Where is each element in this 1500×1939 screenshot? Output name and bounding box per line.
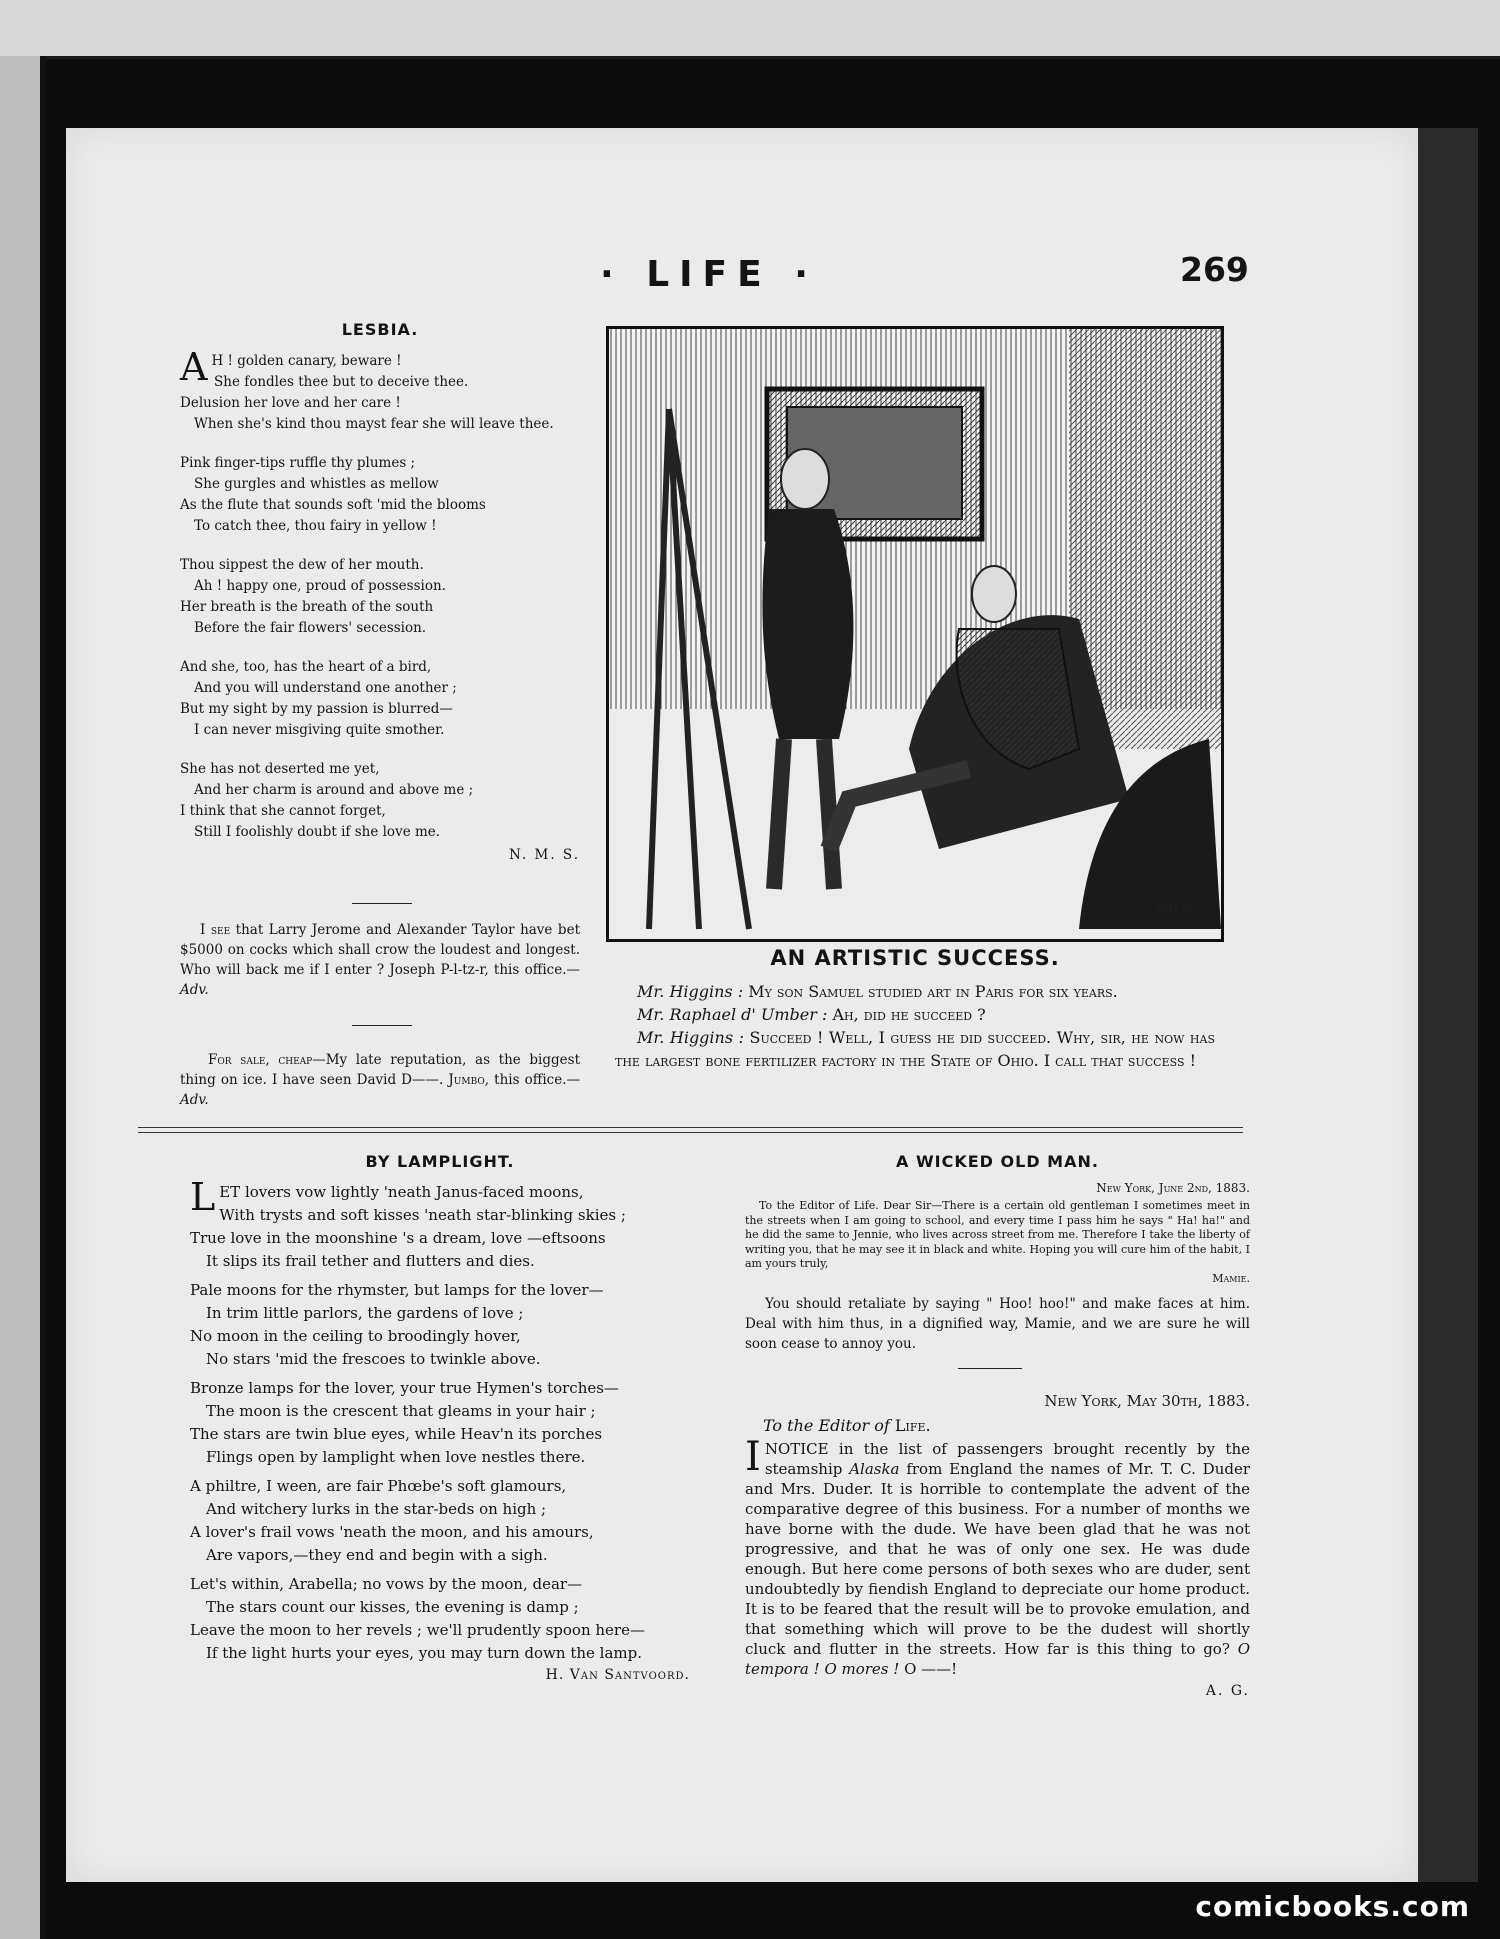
poem-line: Leave the moon to her revels ; we'll prudently spoon here— bbox=[190, 1621, 645, 1639]
poem-line: I think that she cannot forget, bbox=[180, 803, 386, 819]
notice-text: —My late reputation, as the biggest thing on ice. I have seen David D——. bbox=[180, 1052, 580, 1088]
poem-line: Before the fair flowers' secession. bbox=[194, 620, 427, 636]
page-divider bbox=[138, 1127, 1243, 1133]
poem-line: The stars count our kisses, the evening is damp ; bbox=[206, 1598, 579, 1616]
stanza bbox=[180, 555, 580, 639]
cartoon-title: AN ARTISTIC SUCCESS. bbox=[770, 946, 1060, 970]
article-wicked-old-man bbox=[745, 1152, 1250, 1354]
poem-lesbia bbox=[180, 320, 580, 863]
poem-line: The moon is the crescent that gleams in your hair ; bbox=[206, 1402, 596, 1420]
cartoon-dialog bbox=[615, 980, 1215, 1072]
page-right-edge bbox=[1418, 128, 1478, 1882]
poem-line: Bronze lamps for the lover, your true Hymen's torches— bbox=[190, 1379, 619, 1397]
poem-line: As the flute that sounds soft 'mid the blooms bbox=[180, 497, 486, 513]
notice-lead: I see bbox=[200, 922, 231, 938]
letter-lead: NOTICE in the list of passengers brought recently by the steamship bbox=[764, 1440, 1250, 1478]
cartoon-illustration bbox=[606, 326, 1224, 942]
dialog-line bbox=[615, 980, 1215, 1003]
letter-signoff: Mamie. bbox=[1212, 1271, 1250, 1285]
poem-line: Ah ! happy one, proud of possession. bbox=[194, 578, 446, 594]
previous-page-edge bbox=[0, 0, 1500, 59]
poem-title: LESBIA. bbox=[341, 320, 419, 339]
stanza bbox=[180, 345, 580, 435]
stanza bbox=[180, 453, 580, 537]
poem-line: And she, too, has the heart of a bird, bbox=[180, 659, 432, 675]
poem-line: H ! golden canary, beware ! bbox=[211, 353, 402, 369]
article-dude-letter bbox=[745, 1392, 1250, 1699]
drop-cap: I bbox=[745, 1434, 761, 1480]
poem-line: In trim little parlors, the gardens of love ; bbox=[206, 1304, 524, 1322]
poem-line: Pink finger-tips ruffle thy plumes ; bbox=[180, 455, 416, 471]
section-divider bbox=[352, 903, 412, 904]
poem-line: Flings open by lamplight when love nestles there. bbox=[206, 1448, 586, 1466]
poem-line: ET lovers vow lightly 'neath Janus-faced moons, bbox=[219, 1183, 584, 1201]
notice-text: that Larry Jerome and Alexander Taylor have bet $5000 on cocks which shall crow the loudest and longest. Who will back me if I enter ? Joseph P-l-tz-r, this office.— bbox=[180, 922, 580, 978]
drop-cap: L bbox=[190, 1175, 216, 1219]
adv-mark: Adv. bbox=[180, 1092, 209, 1108]
drop-cap: A bbox=[180, 345, 208, 389]
dateline: New York, June 2nd, 1883. bbox=[1096, 1181, 1250, 1195]
letter-end: O ——! bbox=[899, 1660, 958, 1678]
notice-lead: For sale, cheap bbox=[208, 1052, 313, 1068]
poem-line: She fondles thee but to deceive thee. bbox=[214, 374, 469, 390]
dialog-text: Ah, did he succeed ? bbox=[832, 1005, 986, 1024]
dialog-line bbox=[615, 1026, 1215, 1072]
poem-signature: N. M. S. bbox=[509, 847, 580, 863]
poem-line: Are vapors,—they end and begin with a sigh. bbox=[206, 1546, 548, 1564]
poem-line: True love in the moonshine 's a dream, love —eftsoons bbox=[190, 1229, 606, 1247]
stanza bbox=[190, 1175, 690, 1273]
poem-line: A lover's frail vows 'neath the moon, and his amours, bbox=[190, 1523, 594, 1541]
cartoon-drawing bbox=[609, 329, 1221, 939]
ship-name: Alaska bbox=[849, 1460, 900, 1478]
poem-line: Her breath is the breath of the south bbox=[180, 599, 434, 615]
salutation bbox=[745, 1416, 1250, 1435]
poem-line: No moon in the ceiling to broodingly hover, bbox=[190, 1327, 521, 1345]
book-spine-edge bbox=[0, 56, 46, 1939]
page-number: 269 bbox=[1180, 250, 1249, 289]
speaker: Mr. Raphael d' Umber : bbox=[637, 1005, 828, 1024]
poem-line: Pale moons for the rhymster, but lamps for the lover— bbox=[190, 1281, 604, 1299]
poem-line: Delusion her love and her care ! bbox=[180, 395, 401, 411]
poem-by-lamplight bbox=[190, 1152, 690, 1683]
poem-line: She gurgles and whistles as mellow bbox=[194, 476, 439, 492]
letter-body: To the Editor of Life. Dear Sir—There is a certain old gentleman I sometimes meet in the streets when I am going to school, and every time I pass him he says " Ha! ha!" and he did the same to Jennie, who lives across street from me. Therefore I take the liberty of writing you, that he may see it in black and white. Hoping you will cure him of the habit, I am yours truly, bbox=[745, 1199, 1250, 1270]
section-divider bbox=[352, 1025, 412, 1026]
standing-man-head bbox=[781, 449, 829, 509]
speaker: Mr. Higgins : bbox=[637, 1028, 744, 1047]
stanza bbox=[190, 1573, 690, 1665]
poem-line: No stars 'mid the frescoes to twinkle above. bbox=[206, 1350, 541, 1368]
poem-line: Still I foolishly doubt if she love me. bbox=[194, 824, 441, 840]
adv-mark: Adv. bbox=[180, 982, 209, 998]
poem-line: And her charm is around and above me ; bbox=[194, 782, 474, 798]
stanza bbox=[190, 1377, 690, 1469]
seated-man-head bbox=[972, 566, 1016, 622]
poem-line: When she's kind thou mayst fear she will leave thee. bbox=[194, 416, 554, 432]
poem-line: A philtre, I ween, are fair Phœbe's soft glamours, bbox=[190, 1477, 567, 1495]
poem-line: The stars are twin blue eyes, while Heav'n its porches bbox=[190, 1425, 603, 1443]
poem-line: And witchery lurks in the star-beds on high ; bbox=[206, 1500, 547, 1518]
dateline: New York, May 30th, 1883. bbox=[1044, 1392, 1250, 1410]
poem-line: To catch thee, thou fairy in yellow ! bbox=[194, 518, 437, 534]
notice-tail: , this office.— bbox=[484, 1072, 580, 1088]
salutation-magazine: Life. bbox=[894, 1416, 931, 1435]
editor-reply: You should retaliate by saying " Hoo! hoo!" and make faces at him. Deal with him thus, in a dignified way, Mamie, and we are sure he will soon cease to annoy you. bbox=[745, 1295, 1250, 1352]
letter-signature: A. G. bbox=[1205, 1683, 1250, 1699]
poem-line: She has not deserted me yet, bbox=[180, 761, 380, 777]
standing-man bbox=[762, 509, 853, 739]
dialog-text: Succeed ! Well, I guess he did succeed. Why, sir, he now has the largest bone fertilizer factory in the State of Ohio. I call that success ! bbox=[615, 1028, 1215, 1070]
poem-line: Let's within, Arabella; no vows by the moon, dear— bbox=[190, 1575, 583, 1593]
poem-line: And you will understand one another ; bbox=[194, 680, 457, 696]
poem-line: I can never misgiving quite smother. bbox=[194, 722, 445, 738]
dialog-line bbox=[615, 1003, 1215, 1026]
poem-line: With trysts and soft kisses 'neath star-blinking skies ; bbox=[219, 1206, 626, 1224]
letter-body bbox=[745, 1434, 1251, 1679]
notice-name: Jumbo bbox=[448, 1072, 485, 1088]
dialog-text: My son Samuel studied art in Paris for six years. bbox=[748, 982, 1118, 1001]
notice-jumbo bbox=[180, 1050, 580, 1110]
stanza bbox=[190, 1279, 690, 1371]
poem-title: BY LAMPLIGHT. bbox=[365, 1152, 515, 1171]
section-divider bbox=[958, 1368, 1022, 1369]
letter-text: from England the names of Mr. T. C. Duder and Mrs. Duder. It is horrible to contemplate the advent of the comparative degree of this business. For a number of months we have borne with the dude. We have been glad that he was not progressive, and that he was of only one sex. He was dude enough. But here come persons of both sexes who are duder, sent undoubtedly by fiendish England to depreciate our home product. It is to be feared that the result will be to provoke emulation, and that something which will prove to be the dudest will shortly cluck and flutter in the streets. How far is this thing to go? bbox=[745, 1460, 1251, 1658]
site-watermark: comicbooks.com bbox=[1195, 1890, 1470, 1923]
speaker: Mr. Higgins : bbox=[637, 982, 744, 1001]
artist-signature: W.H.W. bbox=[1156, 901, 1194, 914]
masthead: · LIFE · bbox=[600, 254, 818, 295]
stanza bbox=[180, 657, 580, 741]
poem-line: It slips its frail tether and flutters and dies. bbox=[206, 1252, 535, 1270]
notice-cocks bbox=[180, 920, 580, 1000]
salutation-text: To the Editor of bbox=[763, 1416, 890, 1435]
latin-phrase: O tempora ! O mores ! bbox=[745, 1640, 1250, 1678]
article-title: A WICKED OLD MAN. bbox=[896, 1152, 1099, 1171]
poem-line: But my sight by my passion is blurred— bbox=[180, 701, 453, 717]
stanza bbox=[180, 759, 580, 843]
poem-line: If the light hurts your eyes, you may turn down the lamp. bbox=[206, 1644, 642, 1662]
poem-signature: H. Van Santvoord. bbox=[545, 1667, 690, 1683]
poem-line: Thou sippest the dew of her mouth. bbox=[180, 557, 424, 573]
stanza bbox=[190, 1475, 690, 1567]
